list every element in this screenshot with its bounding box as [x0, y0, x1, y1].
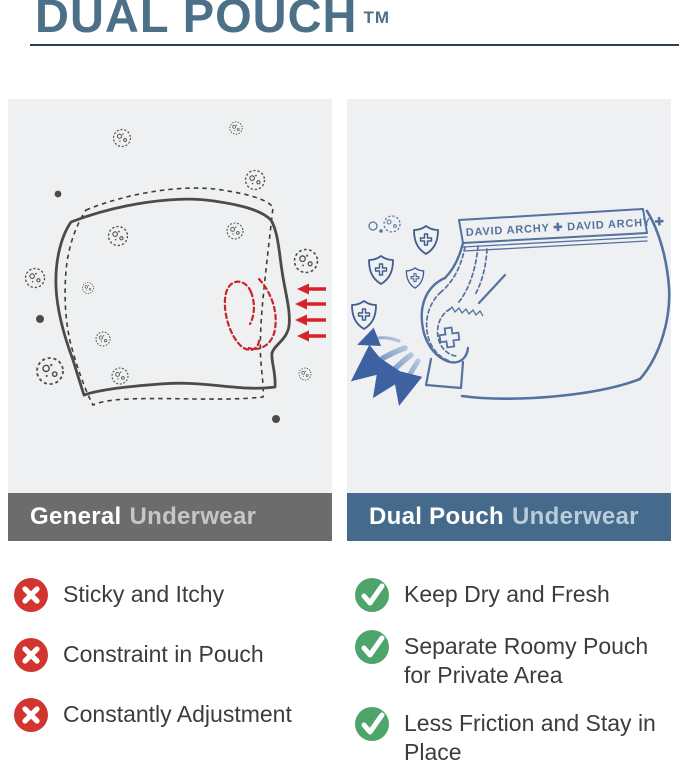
bacteria-icon	[369, 216, 400, 233]
check-icon	[354, 706, 390, 742]
list-item	[347, 706, 671, 764]
label-light: Underwear	[512, 503, 639, 530]
pressure-arrows-icon	[295, 284, 326, 342]
comparison-panels	[0, 99, 679, 541]
comparison-lists	[0, 577, 679, 764]
general-underwear-label	[8, 493, 332, 541]
dual-pouch-illustration	[347, 99, 671, 493]
underwear-solid-outline	[56, 199, 290, 395]
label-strong: General	[30, 503, 122, 530]
pro-text: Less Friction and Stay in Place	[404, 710, 656, 764]
constrained-pouch-outline	[225, 279, 276, 350]
page-title	[35, 0, 679, 42]
stitching-detail	[448, 307, 483, 316]
trunk-outline	[422, 209, 670, 399]
cons-list	[8, 577, 332, 764]
check-icon	[354, 577, 390, 613]
cross-icon	[13, 577, 49, 613]
list-item	[347, 629, 671, 690]
check-icon	[354, 629, 390, 665]
pro-text: Keep Dry and Fresh	[404, 581, 610, 607]
list-item	[8, 577, 332, 613]
list-item	[8, 697, 332, 733]
title-text: DUAL POUCH	[35, 0, 358, 42]
list-item	[347, 577, 671, 613]
underwear-dashed-outline	[65, 188, 273, 405]
label-light: Underwear	[129, 503, 257, 530]
waistband-text: DAVID ARCHY ✚ DAVID ARCHY ✚	[465, 215, 666, 239]
cross-icon	[13, 697, 49, 733]
dual-pouch-label	[347, 493, 671, 541]
pro-text: Separate Roomy Pouch for Private Area	[404, 633, 649, 688]
list-item	[8, 637, 332, 673]
con-text: Sticky and Itchy	[63, 581, 225, 607]
panel-dual-pouch-underwear	[347, 99, 671, 541]
plus-emblem-icon	[439, 327, 460, 348]
cross-icon	[13, 637, 49, 673]
con-text: Constraint in Pouch	[63, 641, 264, 667]
dual-pouch-sketch	[347, 99, 671, 493]
label-strong: Dual Pouch	[369, 503, 505, 530]
title-underline	[30, 44, 679, 46]
general-underwear-sketch	[8, 99, 332, 493]
trademark-mark: TM	[363, 8, 391, 27]
general-underwear-illustration	[8, 99, 332, 493]
shield-plus-icons	[352, 226, 438, 329]
panel-general-underwear	[8, 99, 332, 541]
con-text: Constantly Adjustment	[63, 701, 292, 727]
header	[0, 0, 679, 46]
pros-list	[347, 577, 671, 764]
airflow-arrows-icon	[365, 338, 418, 390]
